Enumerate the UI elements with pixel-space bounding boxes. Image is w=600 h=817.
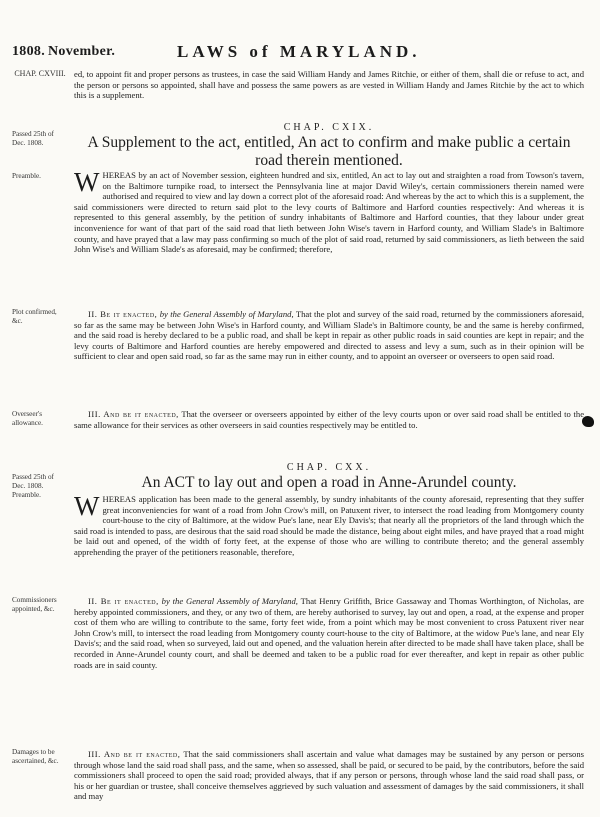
chap119-s2-text: That the plot and survey of the said road, returned by the commissioners aforesaid, so far as the same may be between John Wise's in Harford county, and William Slade's in Baltimore county, be and the same is hereby confirmed, and the said road is hereby declared to be a public road, and shall be kept in repair as other public roads in said counties are kept in repair; and the levy courts of Baltimore and Harford counties are hereby empowered and directed to assess and levy a sum, such as in their opinion will be sufficient to clear and open said road, so far as the same may run in either county, and to appoint an overseer or overseers to open said road. — [74, 309, 584, 362]
chap119-preamble-text: HEREAS by an act of November session, eighteen hundred and six, entitled, An act to lay out and straighten a road from Towson's tavern, on the Baltimore turnpike road, to intersect the Pennsylvania line at major David Wiley's, certain commissioners therein named were authorised and required to view and lay down a correct plot of the aforesaid road: And whereas by the act to which this is a supplement, the said commissioners were directed to return said plot to the levy courts of Baltimore and Harford counties respectively: And whereas it is represented to this general assembly, by the petition of sundry inhabitants of Baltimore and Harford counties, that they labour under great inconvenience for want of that part of the said road that lieth between John Wise's tavern in Harford county, and William Slade's in Baltimore county, and have prayed that a law may pass confirming so much of the plot of said road, returned by said commissioners, as lieth between the said John Wise's and William Slade's as aforesaid, may be confirmed; therefore, — [74, 170, 584, 255]
chap119-section-3 — [74, 409, 584, 430]
chap119-s3-lead: III. And be it enacted, — [88, 409, 179, 419]
chap120-section-3 — [74, 749, 584, 802]
chap120-section-2 — [74, 596, 584, 670]
chap119-preamble — [74, 167, 584, 255]
chap119-s2-label: Plot confirmed, &c. — [12, 308, 57, 325]
chap119-dropcap: W — [74, 167, 100, 197]
chap119-section-2 — [74, 309, 584, 362]
chap120-passed-note: Passed 25th of Dec. 1808. — [12, 473, 54, 490]
chap120-s3-label: Damages to be ascertained, &c. — [12, 748, 59, 765]
chap120-s3-lead: III. And be it enacted, — [88, 749, 181, 759]
page-header — [12, 44, 580, 66]
chap119-s3-text: That the overseer or overseers appointed by either of the levy courts upon or over said road shall be entitled to the same allowance for their services as other overseers in said counties respectively may be entitled to. — [74, 409, 585, 430]
chap120-s2-text: That Henry Griffith, Brice Gassaway and Thomas Worthington, of Nicholas, are hereby appointed commissioners, and they, or any two of them, are hereby authorised to survey, lay out and open, a road, at the expense and proper cost of them who are willing to contribute to the same, forty feet wide, from a point which may be most convenient to cross Patuxent river near John Crow's mill, to intersect the road leading from Montgomery county court-house to the city of Baltimore, at the widow Pue's lane, and near Ely Davis's; and the said road, when so surveyed, laid out and opened, and the valuation herein after directed to be made shall have taken place, shall be recorded in Anne-Arundel county court, and shall be deemed and taken to be a public road for ever thereafter, and kept in repair as other public roads are in said county. — [74, 596, 584, 670]
chap120-s2-authority: by the General Assembly of Maryland, — [161, 596, 298, 606]
chap118-text: ed, to appoint fit and proper persons as trustees, in case the said William Handy and James Ritchie, or either of them, shall die or refuse to act, and the person or persons so appointed, shall have and possess the same powers as are vested in William Handy and James Ritchie by the act to which this is a supplement. — [74, 69, 584, 101]
chap119-s2-lead: II. Be it enacted, — [88, 309, 158, 319]
chap120-preamble-label: Preamble. — [12, 491, 41, 499]
chap119-s3-label: Overseer's allowance. — [12, 410, 43, 427]
chap119-passed-note: Passed 25th of Dec. 1808. — [12, 130, 54, 147]
chap118-margin: CHAP. CXVIII. — [14, 69, 66, 78]
chap120-preamble-text: HEREAS application has been made to the general assembly, by sundry inhabitants of the county aforesaid, representing that they suffer great inconveniencies for want of a road from John Crow's mill, on Patuxent river, to intersect the road leading from Montgomery county court-house to the city of Baltimore, at the widow Pue's lane, near Ely Davis's; that nearly all the proprietors of the land through which the said road is intended to pass, are desirous that the said road should be made the distance, being about eight miles, and have prayed that a road might be laid out and opened, of the width of forty feet, at the expense of those who are willing to contribute thereto; and the general assembly apprehending the prayer of the petitioners reasonable, therefore, — [74, 494, 584, 557]
chap119-s2-authority: by the General Assembly of Maryland, — [159, 309, 294, 319]
chap119-preamble-label: Preamble. — [12, 172, 41, 180]
chap120-title: An ACT to lay out and open a road in Anne-Arundel county. — [141, 474, 517, 491]
chap120-s3-text: That the said commissioners shall ascertain and value what damages may be sustained by any person or persons through whose land the said road shall pass, and the same, when so assessed, shall be paid, or secured to be paid, by the contributors, before the said commissioners shall proceed to open the said road; provided always, that if any person or persons, through whose land the said road shall pass, or his or her guardian or trustee, shall conceive themselves aggrieved by such valuation and assessment of damages by the said commissioners, it shall and may — [74, 749, 585, 802]
header-year: 1808. — [12, 44, 45, 59]
chap120-s2-label: Commissioners appointed, &c. — [12, 596, 57, 613]
header-title: LAWS of MARYLAND. — [177, 42, 421, 61]
header-month: November. — [48, 44, 116, 59]
chap119-heading: CHAP. CXIX. — [283, 122, 375, 133]
chap120-dropcap: W — [74, 491, 100, 521]
chap120-preamble — [74, 491, 584, 558]
chap120-s2-lead: II. Be it enacted, — [88, 596, 159, 606]
chap120-heading: CHAP. CXX. — [286, 462, 372, 473]
chap119-title: A Supplement to the act, entitled, An act to confirm and make public a certain road therein mentioned. — [87, 134, 571, 169]
